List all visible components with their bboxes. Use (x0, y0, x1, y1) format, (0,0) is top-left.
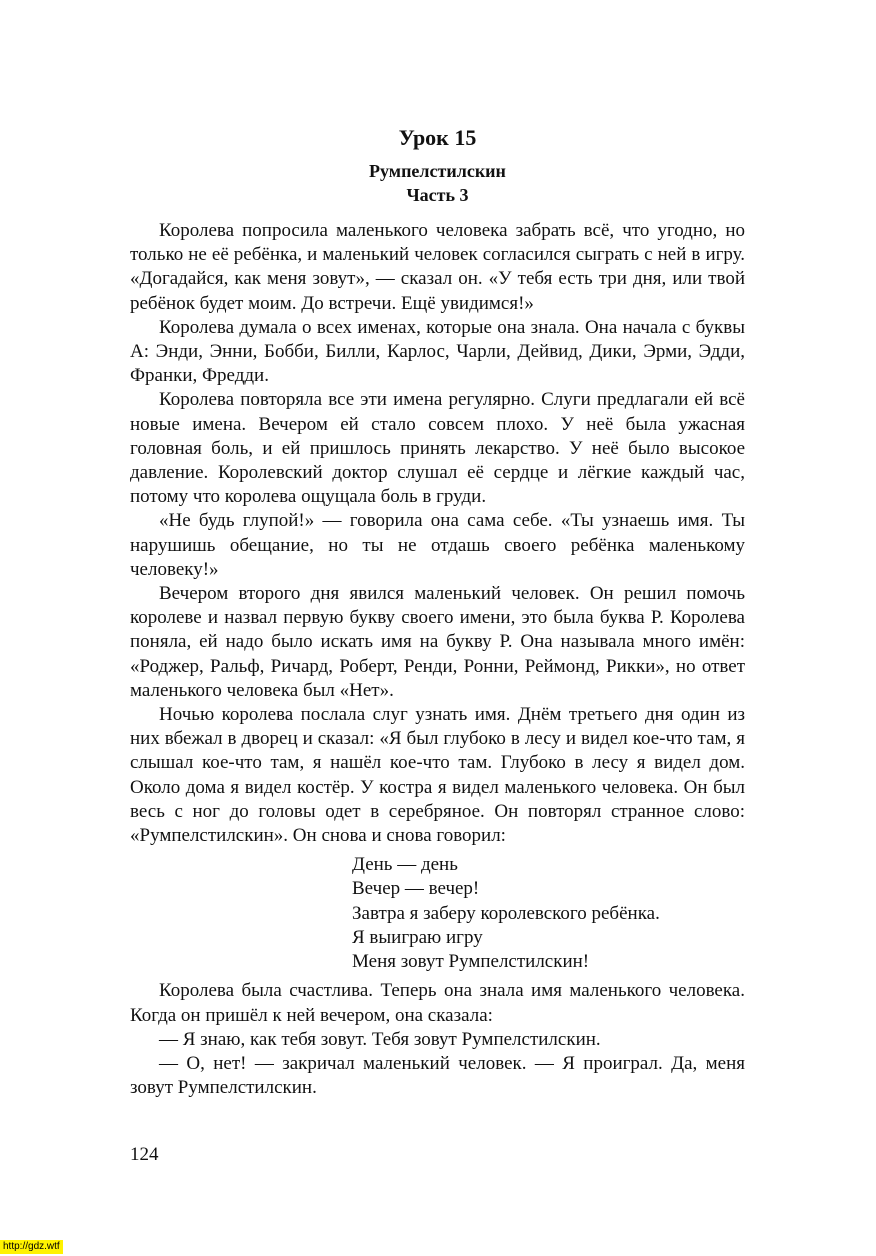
paragraph: Королева была счастлива. Теперь она знала имя маленького человека. Когда он пришёл к ней вечером, она сказала: (130, 980, 745, 1026)
story-title: Румпелстилскин (369, 161, 506, 181)
paragraph: Королева повторяла все эти имена регулярно. Слуги предлагали ей всё новые имена. Вечером ей стало совсем плохо. У неё была ужасная головная боль, и ей пришлось принять лекарство. У неё было высокое давление. Королевский доктор слушал её сердце и лёгкие каждый час, потому что королева ощущала боль в груди. (130, 389, 745, 508)
poem (352, 853, 745, 974)
story-text (130, 219, 745, 1100)
paragraph: Вечером второго дня явился маленький человек. Он решил помочь королеве и назвал первую букву своего имени, это была буква Р. Королева поняла, ей надо было искать имя на букву Р. Она называла много имён: «Роджер, Ральф, Ричард, Роберт, Ренди, Ронни, Реймонд, Рикки», но ответ маленького человека был «Нет». (130, 583, 745, 701)
poem-line: Я выиграю игру (352, 926, 483, 948)
poem-line: День — день (352, 854, 458, 876)
lesson-title: Урок 15 (398, 125, 477, 150)
dialogue-line: — О, нет! — закричал маленький человек. — Я проиграл. Да, меня зовут Румпелстилскин. (130, 1052, 745, 1099)
page-number: 124 (130, 1144, 159, 1165)
paragraph: Королева попросила маленького человека забрать всё, что угодно, но только не её ребёнка, и маленький человек согласился сыграть с ней в игру. «Догадайся, как меня зовут», — сказал он. «У тебя есть три дня, или твой ребёнок будет моим. До встречи. Ещё увидимся!» (130, 220, 745, 314)
paragraph: «Не будь глупой!» — говорила она сама себе. «Ты узнаешь имя. Ты нарушишь обещание, но ты не отдашь своего ребёнка маленькому человеку!» (130, 510, 745, 580)
paragraph: Ночью королева послала слуг узнать имя. Днём третьего дня один из них вбежал в дворец и сказал: «Я был глубоко в лесу и видел кое-что там, я слышал кое-что там, я нашёл кое-что там. Глубоко в лесу я видел дом. Около дома я видел костёр. У костра я видел маленького человека. Он был весь с ног до головы одет в серебряное. Он повторял странное слово: «Румпелстилскин». Он снова и снова говорил: (130, 704, 745, 847)
story-part: Часть 3 (406, 185, 469, 205)
poem-line: Завтра я заберу королевского ребёнка. (352, 902, 660, 924)
poem-line: Вечер — вечер! (352, 878, 480, 900)
poem-line: Меня зовут Румпелстилскин! (352, 951, 590, 973)
watermark-link[interactable]: http://gdz.wtf (0, 1240, 63, 1254)
dialogue-line: — Я знаю, как тебя зовут. Тебя зовут Румпелстилскин. (159, 1028, 601, 1050)
paragraph: Королева думала о всех именах, которые она знала. Она начала с буквы А: Энди, Энни, Бобби, Билли, Карлос, Чарли, Дейвид, Дики, Эрми, Эдди, Франки, Фредди. (130, 316, 745, 387)
